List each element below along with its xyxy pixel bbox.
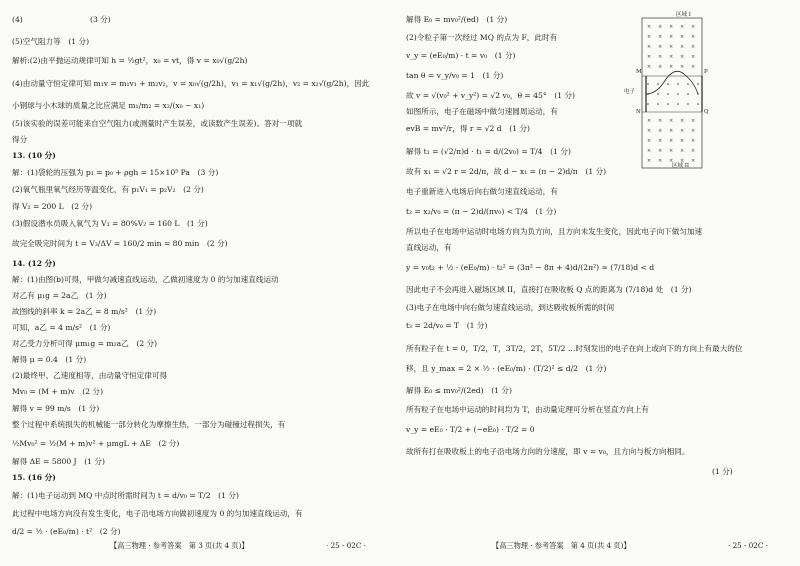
left-text-line: ½Mv₀² = ½(M + m)v² + μmgL + ΔE (2 分) [12, 439, 180, 448]
left-text-line: d/2 = ½ · (eE₀/m) · t² (2 分) [12, 527, 121, 536]
right-text-line: t₂ = x₂/v₀ = (π − 2)d/(πv₀) < T/4 (1 分) [406, 207, 557, 216]
left-text-line: (4)由动量守恒定律可知 m₁v = m₁v₁ + m₂v₂，v = x₀√(g/2h)，v₁ = x₁√(g/2h)，v₂ = x₂√(g/2h)，因此 [12, 79, 370, 88]
svg-text:×: × [669, 158, 674, 164]
svg-text:×: × [669, 24, 674, 30]
right-text-line: (1 分) [712, 467, 733, 476]
right-text-line: 如图所示，电子在磁场中做匀速圆周运动，有 [406, 107, 558, 116]
svg-text:×: × [680, 64, 685, 70]
svg-text:×: × [669, 34, 674, 40]
svg-text:×: × [680, 24, 685, 30]
left-text-line: 15. (16 分) [12, 473, 56, 482]
answer-page-left [12, 12, 390, 542]
svg-text:×: × [680, 44, 685, 50]
left-text-line: (3)假设潜水员吸入氧气为 V₃ = 80%V₂ = 160 L (1 分) [12, 219, 208, 228]
label-m: M [636, 69, 642, 75]
field-diagram-svg [636, 14, 716, 172]
right-text-line: v_y = eE₀ · T/2 + (−eE₀) · T/2 = 0 [406, 425, 535, 434]
right-text-line: (3)电子在电场中向右做匀速直线运动，到达吸收板所需的时间 [406, 303, 615, 312]
left-text-line: 得分 [12, 135, 28, 144]
svg-text:×: × [647, 44, 652, 50]
right-text-line: 所有粒子在 t = 0，T/2，T，3T/2，2T，5T/2 …时刻发出的电子在向上或向下的方向上有最大的位 [406, 344, 743, 353]
svg-text:×: × [647, 158, 652, 164]
svg-text:×: × [691, 44, 696, 50]
svg-text:×: × [658, 138, 663, 144]
svg-text:×: × [669, 138, 674, 144]
footer-right: 【高三物理 · 参考答案 第 4 页(共 4 页)】 [492, 541, 631, 550]
left-text-line: 故完全吸完时间为 t = V₃/ΔV = 160/2 min = 80 min (2 分) [12, 239, 228, 248]
svg-text:×: × [647, 118, 652, 124]
left-text-line: 可知，a乙 = 4 m/s² (1 分) [12, 323, 111, 332]
svg-text:×: × [680, 128, 685, 134]
left-text-line: 整个过程中系统损失的机械能一部分转化为摩擦生热，一部分为碰撞过程损失，有 [12, 420, 286, 429]
svg-text:×: × [658, 34, 663, 40]
left-text-line: (2)氧气瓶里氧气经历等温变化，有 p₁V₁ = p₂V₂ (2 分) [12, 185, 204, 194]
right-text-line: t₃ = 2d/v₀ = T (1 分) [406, 321, 488, 330]
right-text-line: 故有 x₁ = √2 r = 2d/π，故 d − x₁ = (π − 2)d/π (1 分) [406, 167, 607, 176]
left-text-line: 解得 μ = 0.4 (1 分) [12, 355, 87, 364]
svg-text:×: × [658, 158, 663, 164]
svg-text:×: × [647, 24, 652, 30]
left-text-line: (5)该实验的误差可能来自空气阻力(或测量时产生误差，或读数产生误差)。答对一项就 [12, 119, 303, 128]
svg-text:×: × [658, 64, 663, 70]
left-text-line: 14. (12 分) [12, 259, 56, 268]
answer-page-right [406, 12, 784, 542]
svg-text:×: × [658, 24, 663, 30]
right-text-line: 因此电子不会再进入磁场区域 II，直接打在吸收板 Q 点的距离为 (7/18)d 处 (1 分) [406, 285, 692, 294]
page-code-right: · 25 - 02C · [728, 541, 768, 550]
left-text-line: 此过程中电场方向没有发生变化，电子沿电场方向做初速度为 0 的匀加速直线运动，有 [12, 509, 303, 518]
svg-text:×: × [680, 138, 685, 144]
right-text-line: (2)令粒子第一次经过 MQ 的点为 F，此时有 [406, 33, 558, 42]
left-text-line: 解析:(2)由平抛运动规律可知 h = ½gt²，x₀ = vt，得 v = x₀√(g/2h) [12, 56, 248, 65]
left-text-line: (2)最终甲、乙速度相等，由动量守恒定律可得 [12, 371, 168, 380]
left-text-line: Mv₀ = (M + m)v (2 分) [12, 387, 104, 396]
svg-text:×: × [680, 34, 685, 40]
label-q: Q [704, 109, 709, 115]
svg-text:×: × [658, 148, 663, 154]
svg-text:×: × [647, 138, 652, 144]
svg-text:×: × [691, 64, 696, 70]
svg-text:×: × [669, 128, 674, 134]
svg-text:×: × [647, 128, 652, 134]
svg-text:×: × [647, 54, 652, 60]
right-text-line: 故所有打在吸收板上的电子沿电场方向的分速度，即 v = v₀，且方向与板方向相同。 [406, 447, 690, 456]
right-text-line: y = v₀t₂ + ½ · (eE₀/m) · t₂² = (3π² − 8π + 4)d/(2π²) ≈ (7/18)d < d [406, 263, 655, 272]
left-text-line: (3 分) [90, 15, 111, 24]
left-text-line: 故图线的斜率 k = 2a乙 = 8 m/s² (1 分) [12, 307, 157, 316]
left-text-line: 解得 v = 99 m/s (1 分) [12, 404, 100, 413]
right-text-line: 电子重新进入电场后向右做匀速直线运动，有 [406, 187, 558, 196]
right-text-line: 解得 E₀ ≤ mv₀²/(2ed) (1 分) [406, 386, 512, 395]
svg-text:×: × [680, 158, 685, 164]
left-text-line: 得 V₂ = 200 L (2 分) [12, 202, 93, 211]
svg-text:×: × [658, 128, 663, 134]
svg-text:×: × [691, 24, 696, 30]
label-electron: 电子 [624, 89, 636, 95]
svg-text:×: × [658, 44, 663, 50]
right-text-line: 移，且 y_max = 2 × ½ · (eE₀/m) · (T/2)² ≤ d/2 (1 分) [406, 364, 607, 373]
right-text-line: 解得 E₀ = mv₀²/(ed) (1 分) [406, 15, 508, 24]
svg-text:×: × [647, 148, 652, 154]
right-text-line: v_y = (eE₀/m) · t = v₀ (1 分) [406, 51, 516, 60]
svg-text:×: × [691, 158, 696, 164]
left-text-line: 对乙有 μ₁g = 2a乙 (1 分) [12, 291, 107, 300]
svg-text:×: × [691, 128, 696, 134]
svg-text:×: × [680, 54, 685, 60]
zone-2-label: 区域 II [672, 163, 690, 169]
right-text-line: evB = mv²/r，得 r = √2 d (1 分) [406, 124, 531, 133]
page-code-left: · 25 - 02C · [326, 541, 366, 550]
svg-text:×: × [647, 64, 652, 70]
svg-text:×: × [691, 138, 696, 144]
right-text-line: tan θ = v_y/v₀ = 1 (1 分) [406, 71, 504, 80]
right-text-line: 所有粒子在电场中运动的时间均为 T，由动量定理可分析在竖直方向上有 [406, 405, 649, 414]
zone-1-label: 区域 I [676, 12, 691, 18]
right-text-line: 解得 t₁ = (√2/π)d · t₁ = d/(2v₀) = T/4 (1 分) [406, 147, 571, 156]
magnetic-field-figure [624, 12, 716, 172]
svg-text:×: × [669, 64, 674, 70]
left-text-line: 小钢球与小木球的质量之比应满足 m₁/m₂ = x₂/(x₀ − x₁) [12, 101, 205, 110]
svg-text:×: × [669, 44, 674, 50]
svg-text:×: × [691, 54, 696, 60]
left-text-line: 对乙受力分析可得 μm₁g = m₂a乙 (2 分) [12, 339, 158, 348]
label-p: P [704, 69, 708, 75]
svg-text:×: × [669, 148, 674, 154]
left-text-line: 13. (10 分) [12, 151, 56, 160]
left-text-line: 解得 ΔE = 5800 J (1 分) [12, 457, 105, 466]
svg-text:×: × [658, 54, 663, 60]
svg-text:×: × [669, 54, 674, 60]
svg-text:×: × [691, 148, 696, 154]
footer-left: 【高三物理 · 参考答案 第 3 页(共 4 页)】 [110, 541, 249, 550]
svg-text:×: × [691, 34, 696, 40]
svg-text:×: × [658, 118, 663, 124]
svg-text:×: × [680, 148, 685, 154]
svg-text:×: × [669, 118, 674, 124]
left-text-line: (4) [12, 15, 23, 24]
left-text-line: 解：(1)由图(b)可得，甲做匀减速直线运动，乙做初速度为 0 的匀加速直线运动 [12, 275, 279, 284]
left-text-line: 解：(1)袋轮的压强为 p₁ = p₀ + ρgh = 15×10⁵ Pa (3 分) [12, 168, 219, 177]
svg-text:×: × [647, 34, 652, 40]
right-text-line: 所以电子在电场中运动时电场方向为负方向，且方向未发生变化，因此电子向下做匀加速 [406, 227, 703, 236]
right-text-line: 直线运动，有 [406, 243, 452, 252]
label-n: N [636, 109, 641, 115]
svg-text:×: × [691, 118, 696, 124]
left-text-line: (5)空气阻力等 (1 分) [12, 37, 90, 46]
left-text-line: 解：(1)电子运动到 MQ 中点时所需时间为 t = d/v₀ = T/2 (1 分) [12, 491, 239, 500]
svg-text:×: × [680, 118, 685, 124]
right-text-line: 故 v = √(v₀² + v_y²) = √2 v₀，θ = 45° (1 分) [406, 91, 576, 100]
